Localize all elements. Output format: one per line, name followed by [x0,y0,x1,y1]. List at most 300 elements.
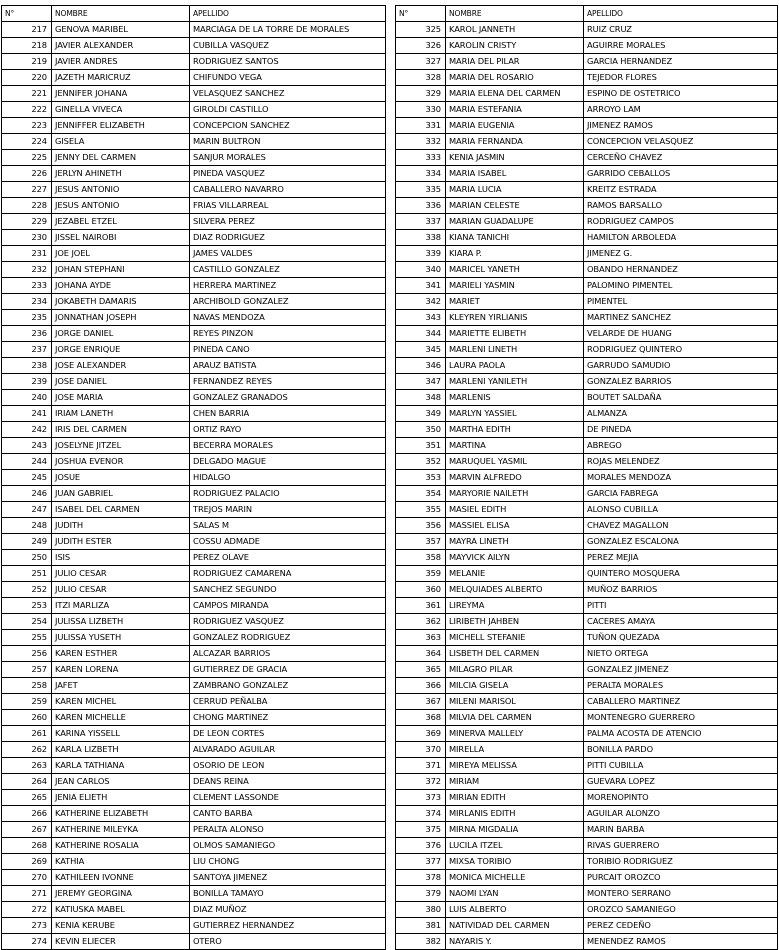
table-row [2,870,386,886]
first-name-cell: MARIAN CELESTE [446,198,584,214]
last-name-cell: ABREGO [584,438,778,454]
table-row [2,294,386,310]
row-number: 326 [396,38,446,54]
first-name-cell: MASSIEL ELISA [446,518,584,534]
last-name-cell: RODRIGUEZ CAMPOS [584,214,778,230]
last-name-cell: KREITZ ESTRADA [584,182,778,198]
row-number: 232 [2,262,52,278]
table-row [396,470,778,486]
last-name-cell: COSSU ADMADE [190,534,386,550]
row-number: 333 [396,150,446,166]
last-name-cell: TUÑON QUEZADA [584,630,778,646]
table-row [396,694,778,710]
table-row [396,70,778,86]
header-first-name: NOMBRE [446,6,584,22]
last-name-cell: CABALLERO NAVARRO [190,182,386,198]
first-name-cell: KARLA TATHIANA [52,758,190,774]
row-number: 336 [396,198,446,214]
last-name-cell: RODRIGUEZ VASQUEZ [190,614,386,630]
last-name-cell: AGUIRRE MORALES [584,38,778,54]
table-row [2,502,386,518]
last-name-cell: PALOMINO PIMENTEL [584,278,778,294]
last-name-cell: JAMES VALDES [190,246,386,262]
row-number: 251 [2,566,52,582]
row-number: 361 [396,598,446,614]
last-name-cell: RODRIGUEZ PALACIO [190,486,386,502]
first-name-cell: JOHANA AYDE [52,278,190,294]
header-first-name: NOMBRE [52,6,190,22]
last-name-cell: CHEN BARRIA [190,406,386,422]
first-name-cell: MIRELLA [446,742,584,758]
last-name-cell: GIROLDI CASTILLO [190,102,386,118]
first-name-cell: KARLA LIZBETH [52,742,190,758]
table-row [396,582,778,598]
last-name-cell: LIU CHONG [190,854,386,870]
table-row [2,214,386,230]
row-number: 225 [2,150,52,166]
last-name-cell: RODRIGUEZ CAMARENA [190,566,386,582]
table-row [396,118,778,134]
table-row [2,630,386,646]
first-name-cell: JOKABETH DAMARIS [52,294,190,310]
table-row [2,326,386,342]
table-row [2,166,386,182]
first-name-cell: JESUS ANTONIO [52,182,190,198]
table-row [2,774,386,790]
first-name-cell: MIRLANIS EDITH [446,806,584,822]
table-row [2,358,386,374]
first-name-cell: MINERVA MALLELY [446,726,584,742]
row-number: 325 [396,22,446,38]
first-name-cell: KATIUSKA MABEL [52,902,190,918]
first-name-cell: KATHERINE ROSALIA [52,838,190,854]
row-number: 266 [2,806,52,822]
first-name-cell: MILENI MARISOL [446,694,584,710]
last-name-cell: PURCAIT OROZCO [584,870,778,886]
table-row [396,822,778,838]
first-name-cell: JENNIFER JOHANA [52,86,190,102]
last-name-cell: CHAVEZ MAGALLON [584,518,778,534]
last-name-cell: GARCIA HERNANDEZ [584,54,778,70]
table-row [396,614,778,630]
last-name-cell: HAMILTON ARBOLEDA [584,230,778,246]
header-row [396,6,778,22]
table-row [2,726,386,742]
row-number: 338 [396,230,446,246]
first-name-cell: MARIA FERNANDA [446,134,584,150]
first-name-cell: NATIVIDAD DEL CARMEN [446,918,584,934]
row-number: 242 [2,422,52,438]
last-name-cell: CASTILLO GONZALEZ [190,262,386,278]
table-row [2,790,386,806]
row-number: 218 [2,38,52,54]
first-name-cell: LIREYMA [446,598,584,614]
row-number: 381 [396,918,446,934]
first-name-cell: JAVIER ALEXANDER [52,38,190,54]
last-name-cell: PEREZ MEJIA [584,550,778,566]
row-number: 234 [2,294,52,310]
first-name-cell: MIRNA MIGDALIA [446,822,584,838]
table-row [2,390,386,406]
first-name-cell: JEREMY GEORGINA [52,886,190,902]
last-name-cell: PITTI [584,598,778,614]
first-name-cell: KIANA TANICHI [446,230,584,246]
table-row [396,278,778,294]
table-row [396,150,778,166]
table-row [2,198,386,214]
row-number: 254 [2,614,52,630]
first-name-cell: KATHIA [52,854,190,870]
table-row [2,486,386,502]
row-number: 237 [2,342,52,358]
table-row [396,406,778,422]
last-name-cell: GUTIERREZ HERNANDEZ [190,918,386,934]
first-name-cell: MARIA ELENA DEL CARMEN [446,86,584,102]
first-name-cell: IRIS DEL CARMEN [52,422,190,438]
first-name-cell: KIARA P. [446,246,584,262]
last-name-cell: CAMPOS MIRANDA [190,598,386,614]
row-number: 249 [2,534,52,550]
first-name-cell: MELQUIADES ALBERTO [446,582,584,598]
table-row [2,278,386,294]
first-name-cell: LUCILA ITZEL [446,838,584,854]
row-number: 355 [396,502,446,518]
header-number: N° [2,6,52,22]
last-name-cell: MONTERO SERRANO [584,886,778,902]
row-number: 257 [2,662,52,678]
row-number: 236 [2,326,52,342]
last-name-cell: DE PINEDA [584,422,778,438]
first-name-cell: KATHILEEN IVONNE [52,870,190,886]
row-number: 250 [2,550,52,566]
last-name-cell: HIDALGO [190,470,386,486]
last-name-cell: PALMA ACOSTA DE ATENCIO [584,726,778,742]
first-name-cell: MARLENI LINETH [446,342,584,358]
table-row [396,422,778,438]
table-row [396,534,778,550]
last-name-cell: ARCHIBOLD GONZALEZ [190,294,386,310]
last-name-cell: ROJAS MELENDEZ [584,454,778,470]
table-row [396,374,778,390]
row-number: 346 [396,358,446,374]
first-name-cell: KAREN ESTHER [52,646,190,662]
first-name-cell: MARIA ESTEFANIA [446,102,584,118]
first-name-cell: MELANIE [446,566,584,582]
last-name-cell: PINEDA VASQUEZ [190,166,386,182]
last-name-cell: MENENDEZ RAMOS [584,934,778,950]
last-name-cell: RAMOS BARSALLO [584,198,778,214]
row-number: 382 [396,934,446,950]
last-name-cell: SALAS M [190,518,386,534]
first-name-cell: KAREN LORENA [52,662,190,678]
table-row [396,86,778,102]
table-row [396,630,778,646]
last-name-cell: MARCIAGA DE LA TORRE DE MORALES [190,22,386,38]
row-number: 351 [396,438,446,454]
row-number: 219 [2,54,52,70]
table-row [2,566,386,582]
table-row [396,198,778,214]
last-name-cell: CHIFUNDO VEGA [190,70,386,86]
last-name-cell: GONZALEZ RODRIGUEZ [190,630,386,646]
row-number: 371 [396,758,446,774]
row-number: 233 [2,278,52,294]
last-name-cell: PINEDA CANO [190,342,386,358]
row-number: 230 [2,230,52,246]
first-name-cell: JISSEL NAIROBI [52,230,190,246]
row-number: 337 [396,214,446,230]
row-number: 239 [2,374,52,390]
row-number: 221 [2,86,52,102]
row-number: 220 [2,70,52,86]
table-row [396,342,778,358]
table-row [2,422,386,438]
table-row [396,886,778,902]
row-number: 369 [396,726,446,742]
last-name-cell: GUTIERREZ DE GRACIA [190,662,386,678]
table-row [2,662,386,678]
last-name-cell: PEREZ CEDEÑO [584,918,778,934]
first-name-cell: JAFET [52,678,190,694]
first-name-cell: MASIEL EDITH [446,502,584,518]
last-name-cell: FERNANDEZ REYES [190,374,386,390]
first-name-cell: MIRIAN EDITH [446,790,584,806]
first-name-cell: KAROL JANNETH [446,22,584,38]
first-name-cell: MARVIN ALFREDO [446,470,584,486]
row-number: 260 [2,710,52,726]
table-row [2,230,386,246]
table-row [2,678,386,694]
first-name-cell: KARINA YISSELL [52,726,190,742]
row-number: 364 [396,646,446,662]
table-row [2,886,386,902]
table-row [2,518,386,534]
first-name-cell: JENNIFFER ELIZABETH [52,118,190,134]
first-name-cell: MAYRA LINETH [446,534,584,550]
first-name-cell: JAVIER ANDRES [52,54,190,70]
last-name-cell: BECERRA MORALES [190,438,386,454]
table-row [396,550,778,566]
table-row [2,614,386,630]
last-name-cell: GONZALEZ GRANADOS [190,390,386,406]
first-name-cell: JORGE DANIEL [52,326,190,342]
table-row [396,134,778,150]
last-name-cell: CLEMENT LASSONDE [190,790,386,806]
first-name-cell: MARIA ISABEL [446,166,584,182]
row-number: 377 [396,854,446,870]
row-number: 358 [396,550,446,566]
table-row [2,598,386,614]
row-number: 360 [396,582,446,598]
last-name-cell: PERALTA MORALES [584,678,778,694]
first-name-cell: JENNY DEL CARMEN [52,150,190,166]
row-number: 224 [2,134,52,150]
first-name-cell: MARIA DEL ROSARIO [446,70,584,86]
last-name-cell: CUBILLA VASQUEZ [190,38,386,54]
table-row [396,358,778,374]
table-row [2,806,386,822]
table-row [396,758,778,774]
row-number: 339 [396,246,446,262]
first-name-cell: MIXSA TORIBIO [446,854,584,870]
last-name-cell: MARIN BARBA [584,822,778,838]
last-name-cell: RUIZ CRUZ [584,22,778,38]
table-row [396,214,778,230]
row-number: 248 [2,518,52,534]
table-row [2,246,386,262]
row-number: 348 [396,390,446,406]
table-row [396,310,778,326]
row-number: 327 [396,54,446,70]
table-row [396,566,778,582]
first-name-cell: MARIA LUCIA [446,182,584,198]
table-row [396,902,778,918]
last-name-cell: OSORIO DE LEON [190,758,386,774]
row-number: 354 [396,486,446,502]
row-number: 238 [2,358,52,374]
table-row [396,726,778,742]
table-row [396,486,778,502]
last-name-cell: GONZALEZ BARRIOS [584,374,778,390]
table-row [396,710,778,726]
first-name-cell: MICHELL STEFANIE [446,630,584,646]
last-name-cell: FRIAS VILLARREAL [190,198,386,214]
first-name-cell: LIRIBETH JAHBEN [446,614,584,630]
table-row [396,390,778,406]
last-name-cell: GONZALEZ ESCALONA [584,534,778,550]
row-number: 240 [2,390,52,406]
table-row [396,838,778,854]
row-number: 356 [396,518,446,534]
row-number: 357 [396,534,446,550]
first-name-cell: KATHERINE MILEYKA [52,822,190,838]
last-name-cell: JIMENEZ G. [584,246,778,262]
row-number: 372 [396,774,446,790]
first-name-cell: JOE JOEL [52,246,190,262]
last-name-cell: QUINTERO MOSQUERA [584,566,778,582]
last-name-cell: NIETO ORTEGA [584,646,778,662]
last-name-cell: OLMOS SAMANIEGO [190,838,386,854]
first-name-cell: LUIS ALBERTO [446,902,584,918]
table-row [396,774,778,790]
last-name-cell: REYES PINZON [190,326,386,342]
row-number: 340 [396,262,446,278]
table-row [2,646,386,662]
row-number: 252 [2,582,52,598]
row-number: 228 [2,198,52,214]
table-row [2,582,386,598]
row-number: 331 [396,118,446,134]
roster-table-left [1,5,386,950]
first-name-cell: JUAN GABRIEL [52,486,190,502]
last-name-cell: MORENOPINTO [584,790,778,806]
first-name-cell: MARLENI YANILETH [446,374,584,390]
first-name-cell: KAREN MICHEL [52,694,190,710]
table-row [2,150,386,166]
first-name-cell: MARLENIS [446,390,584,406]
first-name-cell: JOSHUA EVENOR [52,454,190,470]
table-row [396,678,778,694]
table-row [396,502,778,518]
table-row [2,822,386,838]
table-row [2,310,386,326]
row-number: 376 [396,838,446,854]
header-row [2,6,386,22]
last-name-cell: GUEVARA LOPEZ [584,774,778,790]
table-row [2,854,386,870]
last-name-cell: MARIN BULTRON [190,134,386,150]
first-name-cell: JESUS ANTONIO [52,198,190,214]
row-number: 366 [396,678,446,694]
table-row [2,54,386,70]
first-name-cell: JEZABEL ETZEL [52,214,190,230]
row-number: 244 [2,454,52,470]
row-number: 226 [2,166,52,182]
last-name-cell: RODRIGUEZ SANTOS [190,54,386,70]
table-row [396,246,778,262]
table-row [396,54,778,70]
row-number: 375 [396,822,446,838]
table-row [396,806,778,822]
table-row [2,374,386,390]
table-row [2,134,386,150]
table-row [2,102,386,118]
row-number: 334 [396,166,446,182]
first-name-cell: MARUQUEL YASMIL [446,454,584,470]
table-row [2,742,386,758]
table-row [396,870,778,886]
row-number: 253 [2,598,52,614]
row-number: 345 [396,342,446,358]
first-name-cell: JENIA ELIETH [52,790,190,806]
last-name-cell: ZAMBRANO GONZALEZ [190,678,386,694]
first-name-cell: JUDITH [52,518,190,534]
last-name-cell: ARROYO LAM [584,102,778,118]
last-name-cell: OTERO [190,934,386,950]
table-row [396,438,778,454]
last-name-cell: CERRUD PEÑALBA [190,694,386,710]
last-name-cell: DELGADO MAGUE [190,454,386,470]
first-name-cell: JORGE ENRIQUE [52,342,190,358]
first-name-cell: LAURA PAOLA [446,358,584,374]
row-number: 352 [396,454,446,470]
first-name-cell: MONICA MICHELLE [446,870,584,886]
first-name-cell: MILAGRO PILAR [446,662,584,678]
first-name-cell: JOSE ALEXANDER [52,358,190,374]
last-name-cell: ALONSO CUBILLA [584,502,778,518]
last-name-cell: CHONG MARTINEZ [190,710,386,726]
row-number: 330 [396,102,446,118]
first-name-cell: JOSUE [52,470,190,486]
table-row [396,790,778,806]
table-row [396,742,778,758]
first-name-cell: ITZI MARLIZA [52,598,190,614]
table-row [2,38,386,54]
table-row [2,550,386,566]
last-name-cell: SANJUR MORALES [190,150,386,166]
table-row [2,22,386,38]
last-name-cell: MORALES MENDOZA [584,470,778,486]
last-name-cell: ALCAZAR BARRIOS [190,646,386,662]
header-last-name: APELLIDO [584,6,778,22]
first-name-cell: MIRIAM [446,774,584,790]
first-name-cell: MARIA DEL PILAR [446,54,584,70]
table-row [396,294,778,310]
table-row [2,918,386,934]
table-row [2,454,386,470]
row-number: 374 [396,806,446,822]
table-row [2,86,386,102]
